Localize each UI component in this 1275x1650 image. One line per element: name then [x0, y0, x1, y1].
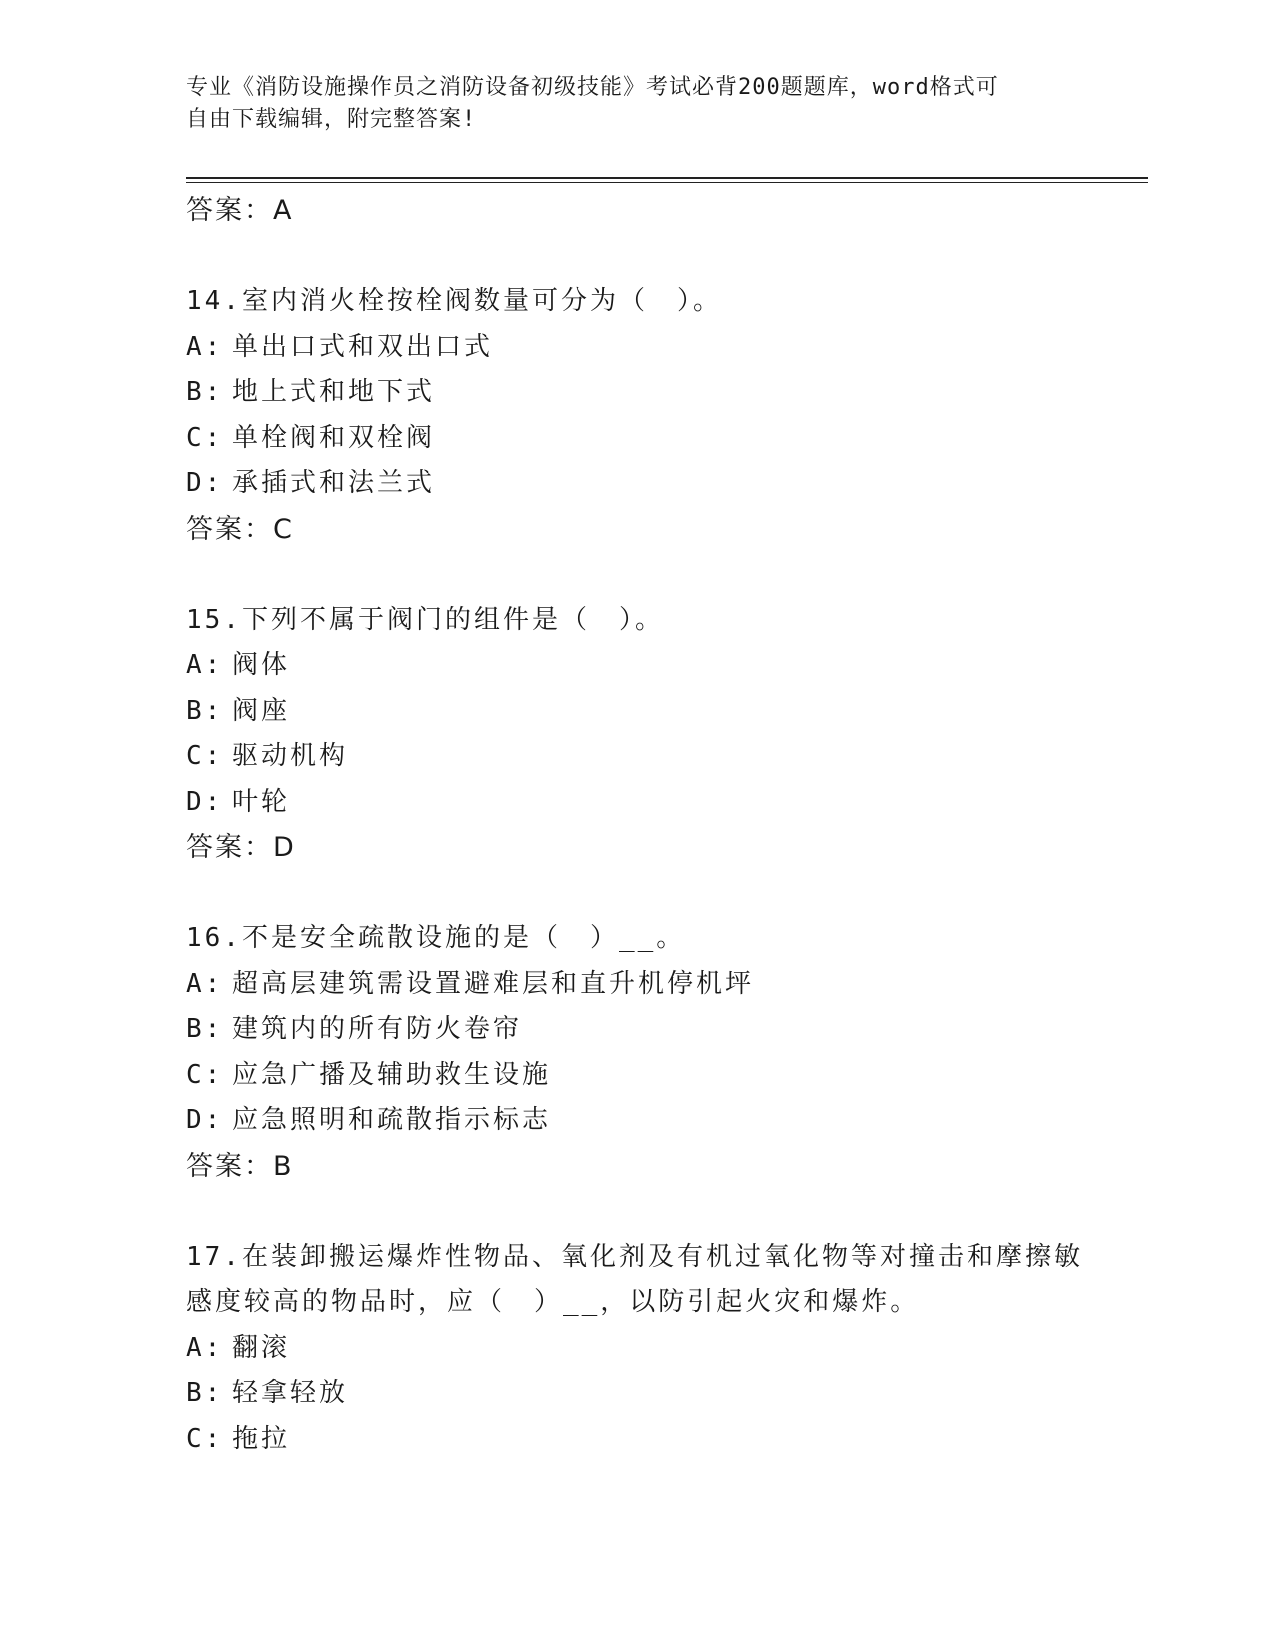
option-c — [186, 734, 1126, 780]
option-b — [186, 370, 1126, 416]
option-d — [186, 1098, 1126, 1144]
option-text: 拖拉 — [232, 1423, 291, 1454]
header-line-2: 自由下载编辑，附完整答案! — [186, 107, 477, 132]
question-list — [186, 188, 1126, 1462]
header-line-1: 专业《消防设施操作员之消防设备初级技能》考试必背200题题库，word格式可 — [186, 75, 999, 100]
option-d — [186, 461, 1126, 507]
question-stem-line-2: 感度较高的物品时，应（ ）__，以防引起火灾和爆炸。 — [186, 1287, 920, 1317]
option-text: 地上式和地下式 — [232, 377, 436, 407]
option-b — [186, 689, 1126, 735]
spacer — [186, 234, 1126, 280]
option-key: A: — [186, 331, 224, 362]
option-key: A: — [186, 650, 224, 680]
option-key: D: — [186, 1105, 224, 1135]
question-answer: 答案：C — [186, 513, 294, 545]
option-b — [186, 1007, 1126, 1053]
option-text: 单出口式和双出口式 — [232, 331, 494, 362]
option-text: 单栓阀和双栓阀 — [232, 422, 436, 453]
option-key: B: — [186, 695, 224, 726]
option-text: 阀座 — [232, 695, 291, 726]
spacer — [186, 552, 1126, 598]
option-key: B: — [186, 1378, 224, 1408]
previous-answer: 答案：A — [186, 195, 294, 226]
option-key: B: — [186, 377, 224, 407]
option-text: 轻拿轻放 — [232, 1378, 349, 1408]
option-key: A: — [186, 1332, 224, 1363]
option-text: 阀体 — [232, 650, 291, 680]
option-key: D: — [186, 468, 224, 498]
question-stem: 16.不是安全疏散设施的是（ ）__。 — [186, 923, 686, 953]
option-c — [186, 1053, 1126, 1099]
question-stem-line-1: 17.在装卸搬运爆炸性物品、氧化剂及有机过氧化物等对撞击和摩擦敏 — [186, 1241, 1083, 1272]
option-a — [186, 325, 1126, 371]
question-15 — [186, 598, 1126, 871]
question-stem: 15.下列不属于阀门的组件是（ ）。 — [186, 604, 664, 635]
page-header — [186, 72, 1066, 136]
question-answer: 答案：B — [186, 1150, 294, 1182]
option-a — [186, 643, 1126, 689]
question-16 — [186, 916, 1126, 1189]
option-key: C: — [186, 1059, 224, 1090]
option-text: 叶轮 — [232, 786, 291, 817]
header-divider-thick — [186, 177, 1148, 179]
option-text: 超高层建筑需设置避难层和直升机停机坪 — [232, 968, 755, 999]
option-text: 驱动机构 — [232, 741, 349, 771]
option-text: 应急照明和疏散指示标志 — [232, 1105, 552, 1135]
option-text: 翻滚 — [232, 1332, 291, 1363]
option-b — [186, 1371, 1126, 1417]
spacer — [186, 1189, 1126, 1235]
option-a — [186, 1326, 1126, 1372]
option-key: D: — [186, 786, 224, 817]
question-answer: 答案：D — [186, 832, 296, 863]
option-key: B: — [186, 1014, 224, 1044]
option-text: 建筑内的所有防火卷帘 — [232, 1014, 523, 1044]
option-text: 应急广播及辅助救生设施 — [232, 1059, 552, 1090]
option-key: A: — [186, 968, 224, 999]
header-divider-thin — [186, 182, 1148, 183]
question-14 — [186, 279, 1126, 552]
option-a — [186, 962, 1126, 1008]
option-c — [186, 416, 1126, 462]
question-17 — [186, 1235, 1126, 1463]
option-key: C: — [186, 741, 224, 771]
option-key: C: — [186, 1423, 224, 1454]
option-text: 承插式和法兰式 — [232, 468, 436, 498]
spacer — [186, 871, 1126, 917]
option-d — [186, 780, 1126, 826]
option-key: C: — [186, 422, 224, 453]
question-stem: 14.室内消火栓按栓阀数量可分为（ ）。 — [186, 286, 722, 316]
option-c — [186, 1417, 1126, 1463]
